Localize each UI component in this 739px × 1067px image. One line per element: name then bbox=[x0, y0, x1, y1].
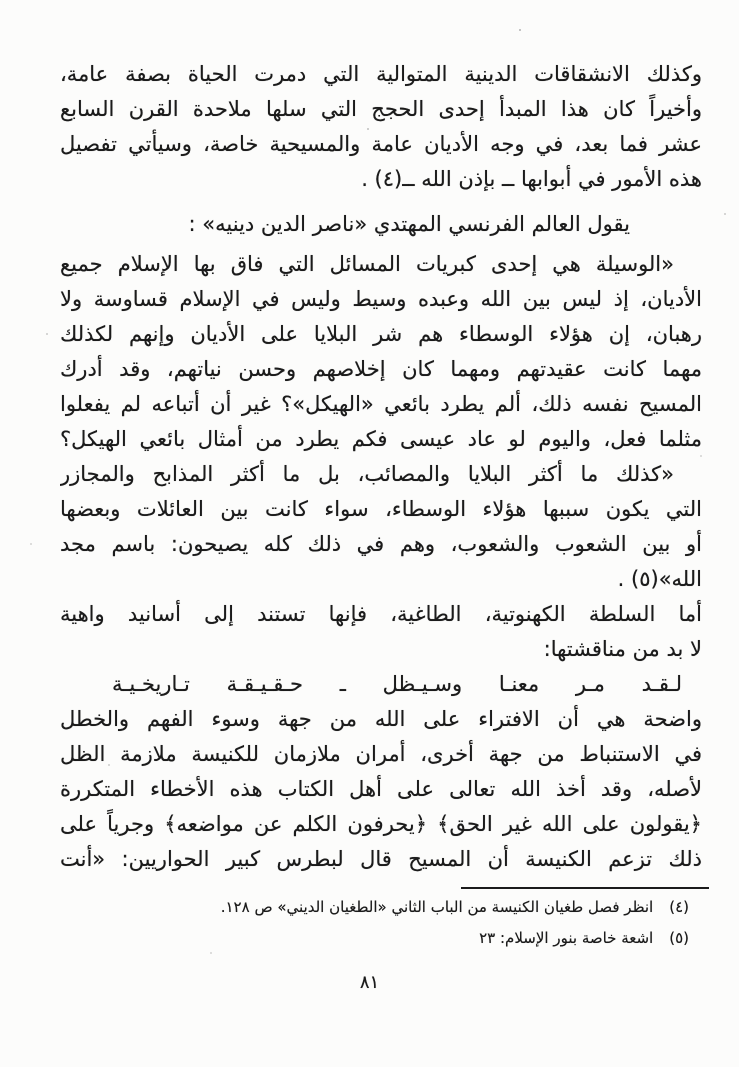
body-line: «كذلك ما أكثر البلايا والمصائب، بل ما أكثر المذابح والمجازر bbox=[60, 462, 674, 486]
body-line: الله»(٥) . bbox=[617, 567, 702, 591]
footnote-text: انظر فصل طغيان الكنيسة من الباب الثاني «الطغيان الديني» ص ١٢٨. bbox=[220, 898, 654, 916]
page-number: ٨١ bbox=[359, 972, 380, 993]
footnote bbox=[80, 892, 689, 923]
body-line: مثلما فعل، واليوم لو عاد عيسى فكم يطرد من أمثال بائعي الهيكل؟ bbox=[60, 427, 702, 451]
body-line: الأديان، إذ ليس بين الله وعبده وسيط وليس في الإسلام قساوسة ولا bbox=[60, 287, 702, 311]
body-line: هذه الأمور في أبوابها ــ بإذن الله ــ(٤) . bbox=[361, 167, 702, 191]
body-line: التي يكون سببها هؤلاء الوسطاء، سواء كانت بين العائلات وبعضها bbox=[60, 497, 702, 521]
body-line: لا بد من مناقشتها: bbox=[543, 637, 702, 661]
body-line: مهما كانت عقيدتهم ومهما كان إخلاصهم وحسن نياتهم، وقد أدرك bbox=[60, 357, 702, 381]
body-line: أو بين الشعوب والشعوب، وهم في ذلك كله يصيحون: باسم مجد bbox=[60, 532, 702, 556]
footnote-divider bbox=[461, 887, 709, 889]
footnote-text: اشعة خاصة بنور الإسلام: ٢٣ bbox=[479, 929, 654, 947]
footnote-marker: (٥) bbox=[669, 929, 689, 947]
body-line: واضحة هي أن الافتراء على الله من جهة وسوء الفهم والخطل bbox=[60, 707, 702, 731]
body-line: المسيح نفسه ذلك، ألم يطرد بائعي «الهيكل»؟ غير أن أتباعه لم يفعلوا bbox=[60, 392, 702, 416]
body-line: لأصله، وقد أخذ الله تعالى على أهل الكتاب هذه الأخطاء المتكررة bbox=[60, 777, 702, 801]
footnote bbox=[80, 923, 689, 954]
body-line: «الوسيلة هي إحدى كبريات المسائل التي فاق بها الإسلام جميع bbox=[60, 252, 674, 276]
paper-speckles bbox=[0, 0, 2, 2]
body-line: يقول العالم الفرنسي المهتدي «ناصر الدين دينيه» : bbox=[188, 212, 630, 236]
body-line: أما السلطة الكهنوتية، الطاغية، فإنها تستند إلى أسانيد واهية bbox=[60, 602, 702, 626]
body-line: رهبان، إن هؤلاء الوسطاء هم شر البلايا على الأديان وإنهم لكذلك bbox=[60, 322, 702, 346]
body-line: وكذلك الانشقاقات الدينية المتوالية التي دمرت الحياة بصفة عامة، bbox=[60, 62, 702, 86]
body-line: لـقـد مـر معنـا وسـيـظل ـ حـقـيـقـة تـاريخـيـة bbox=[112, 672, 682, 696]
body-line: ﴿يقولون على الله غير الحق﴾ ﴿يحرفون الكلم عن مواضعه﴾ وجرياً على bbox=[60, 812, 702, 836]
body-line: ذلك تزعم الكنيسة أن المسيح قال لبطرس كبير الحواريين: «أنت bbox=[60, 847, 702, 871]
body-line: عشر فما بعد، في وجه الأديان عامة والمسيحية خاصة، وسيأتي تفصيل bbox=[60, 132, 702, 156]
body-text bbox=[60, 57, 702, 877]
footnote-marker: (٤) bbox=[669, 898, 689, 916]
footnotes bbox=[80, 892, 689, 954]
body-line: في الاستنباط من جهة أخرى، أمران ملازمان للكنيسة ملازمة الظل bbox=[60, 742, 702, 766]
body-line: وأخيراً كان هذا المبدأ إحدى الحجج التي سلها ملاحدة القرن السابع bbox=[60, 97, 702, 121]
